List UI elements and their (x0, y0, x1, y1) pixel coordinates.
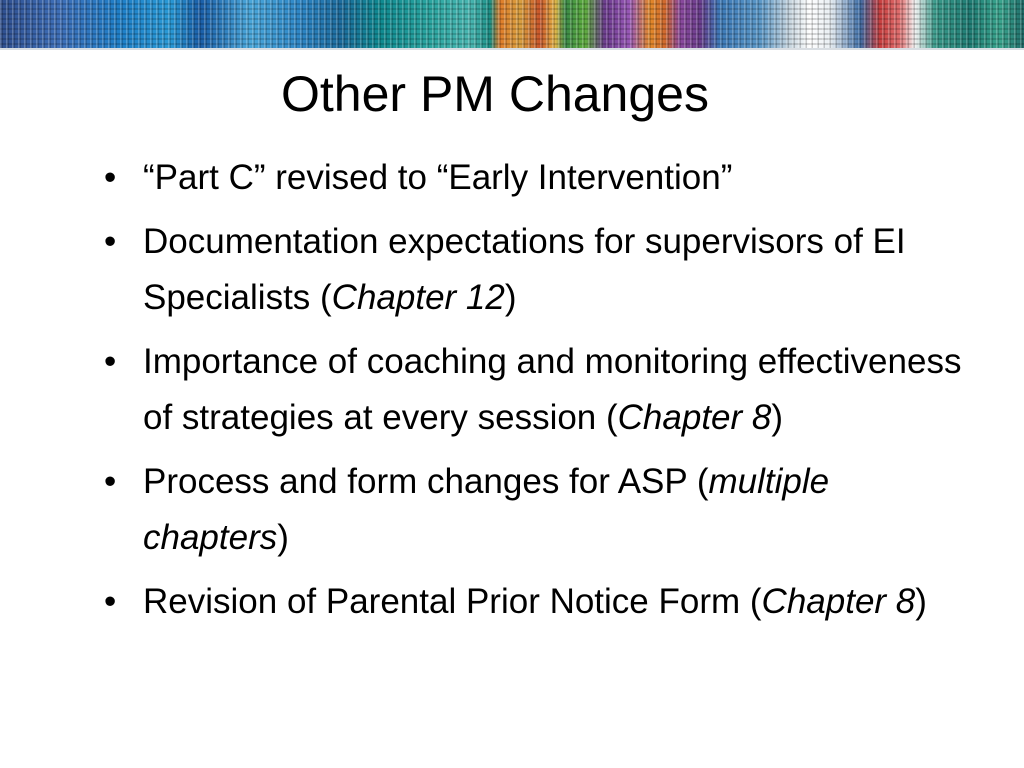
chapter-reference: Chapter 12 (331, 278, 505, 317)
bullet-dot-icon: • (104, 342, 117, 381)
bullet-dot-icon: • (104, 158, 117, 197)
slide-title: Other PM Changes (281, 66, 709, 122)
bullet-list (100, 150, 980, 638)
bullet-item-coaching (100, 334, 980, 446)
chapter-reference: multiple chapters (143, 462, 830, 557)
bullet-text-end: ) (277, 518, 289, 557)
chapter-reference: Chapter 8 (761, 582, 916, 621)
bullet-text-end: ) (771, 398, 784, 437)
bullet-text-end: ) (915, 582, 927, 621)
bullet-text: Revision of Parental Prior Notice Form ( (143, 582, 762, 621)
bullet-item-asp (100, 454, 980, 566)
bullet-text: Process and form changes for ASP ( (143, 462, 709, 501)
woven-textile-banner (0, 0, 1024, 50)
bullet-text-end: ) (504, 278, 517, 317)
bullet-dot-icon: • (104, 462, 117, 501)
bullet-text: Importance of coaching and monitoring effectiveness of strategies at every session ( (143, 342, 962, 437)
bullet-item-prior-notice (100, 574, 980, 630)
bullet-item-part-c (100, 150, 980, 206)
bullet-item-documentation (100, 214, 980, 326)
bullet-dot-icon: • (104, 222, 117, 261)
bullet-text: Documentation expectations for supervisors of EI Specialists ( (143, 222, 906, 317)
chapter-reference: Chapter 8 (617, 398, 772, 437)
banner-divider (0, 48, 1024, 50)
bullet-text: “Part C” revised to “Early Intervention” (143, 158, 733, 197)
bullet-dot-icon: • (104, 582, 117, 621)
